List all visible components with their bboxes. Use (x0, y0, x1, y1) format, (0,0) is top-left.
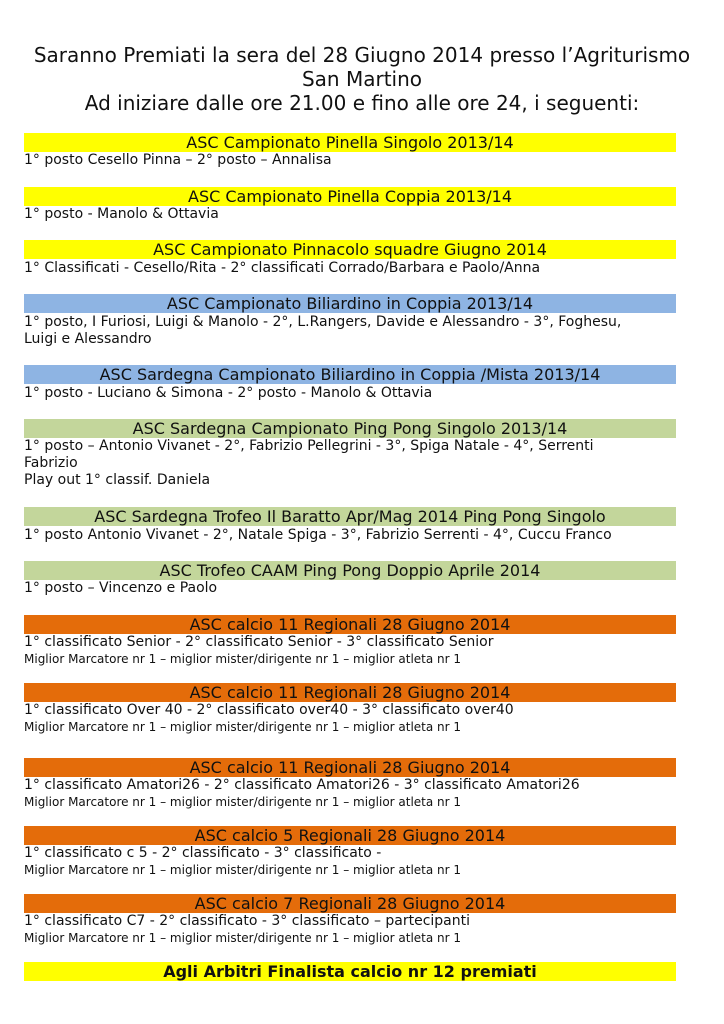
section-line: 1° classificato Over 40 - 2° classificato over40 - 3° classificato over40 (24, 702, 514, 718)
section-title: ASC Trofeo CAAM Ping Pong Doppio Aprile 2014 (24, 561, 676, 580)
section-line: 1° classificato C7 - 2° classificato - 3° classificato – partecipanti (24, 913, 471, 929)
section-line: 1° posto - Luciano & Simona - 2° posto - Manolo & Ottavia (24, 385, 433, 401)
section-title: ASC calcio 7 Regionali 28 Giugno 2014 (24, 894, 676, 913)
section-line: 1° posto Antonio Vivanet - 2°, Natale Spiga - 3°, Fabrizio Serrenti - 4°, Cuccu Franco (24, 527, 612, 543)
section-line: 1° Classificati - Cesello/Rita - 2° classificati Corrado/Barbara e Paolo/Anna (24, 260, 541, 276)
section-title: ASC Sardegna Campionato Biliardino in Coppia /Mista 2013/14 (24, 365, 676, 384)
section-note: Miglior Marcatore nr 1 – miglior mister/dirigente nr 1 – miglior atleta nr 1 (24, 795, 462, 809)
section-note: Miglior Marcatore nr 1 – miglior mister/dirigente nr 1 – miglior atleta nr 1 (24, 652, 462, 666)
section-note: Miglior Marcatore nr 1 – miglior mister/dirigente nr 1 – miglior atleta nr 1 (24, 931, 462, 945)
section-line: 1° classificato c 5 - 2° classificato - 3° classificato - (24, 845, 382, 861)
section-title: ASC Campionato Pinella Singolo 2013/14 (24, 133, 676, 152)
footer-banner: Agli Arbitri Finalista calcio nr 12 premiati (24, 962, 676, 981)
section-title: ASC calcio 5 Regionali 28 Giugno 2014 (24, 826, 676, 845)
section-title: ASC calcio 11 Regionali 28 Giugno 2014 (24, 615, 676, 634)
section-title: ASC Campionato Pinnacolo squadre Giugno 2014 (24, 240, 676, 259)
section-line: Fabrizio (24, 455, 78, 471)
section-line: 1° posto Cesello Pinna – 2° posto – Annalisa (24, 152, 332, 168)
section-title: ASC Campionato Pinella Coppia 2013/14 (24, 187, 676, 206)
section-note: Miglior Marcatore nr 1 – miglior mister/dirigente nr 1 – miglior atleta nr 1 (24, 720, 462, 734)
section-line: 1° posto – Vincenzo e Paolo (24, 580, 218, 596)
header-line-1: Saranno Premiati la sera del 28 Giugno 2014 presso l’Agriturismo (33, 43, 691, 67)
section-note: Miglior Marcatore nr 1 – miglior mister/dirigente nr 1 – miglior atleta nr 1 (24, 863, 462, 877)
section-line: 1° classificato Amatori26 - 2° classificato Amatori26 - 3° classificato Amatori26 (24, 777, 580, 793)
header-line-2: San Martino (301, 67, 423, 91)
section-title: ASC Campionato Biliardino in Coppia 2013/14 (24, 294, 676, 313)
section-title: ASC calcio 11 Regionali 28 Giugno 2014 (24, 758, 676, 777)
section-line: 1° classificato Senior - 2° classificato Senior - 3° classificato Senior (24, 634, 494, 650)
section-line: 1° posto, I Furiosi, Luigi & Manolo - 2°, L.Rangers, Davide e Alessandro - 3°, Foghesu, (24, 314, 622, 330)
section-line: 1° posto – Antonio Vivanet - 2°, Fabrizio Pellegrini - 3°, Spiga Natale - 4°, Serrenti (24, 438, 594, 454)
section-title: ASC calcio 11 Regionali 28 Giugno 2014 (24, 683, 676, 702)
section-line: 1° posto - Manolo & Ottavia (24, 206, 219, 222)
section-title: ASC Sardegna Trofeo Il Baratto Apr/Mag 2014 Ping Pong Singolo (24, 507, 676, 526)
section-line: Play out 1° classif. Daniela (24, 472, 211, 488)
section-line: Luigi e Alessandro (24, 331, 152, 347)
section-title: ASC Sardegna Campionato Ping Pong Singolo 2013/14 (24, 419, 676, 438)
header-line-3: Ad iniziare dalle ore 21.00 e fino alle ore 24, i seguenti: (84, 91, 640, 115)
